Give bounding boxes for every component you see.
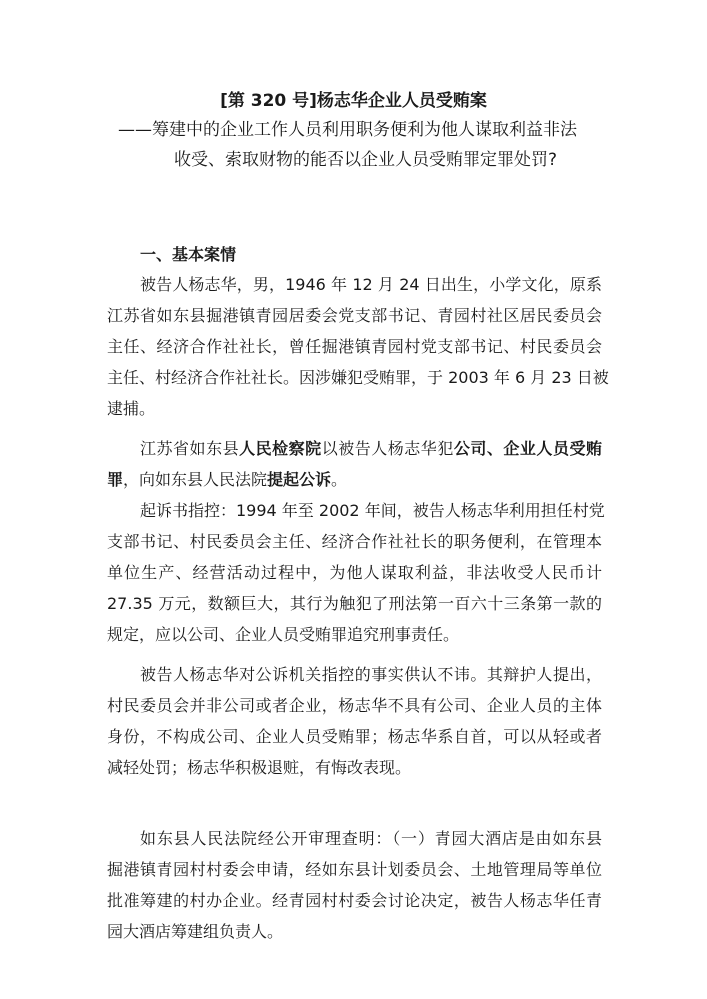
paragraph-line: 村民委员会并非公司或者企业，杨志华不具有公司、企业人员的主体: [107, 696, 602, 715]
paragraph-prosecution: [107, 433, 602, 495]
text-run: 以被告人杨志华犯: [321, 439, 454, 458]
paragraph-line: 被告人杨志华对公诉机关指控的事实供认不讳。其辩护人提出，: [140, 665, 602, 684]
paragraph-line: 主任、经济合作社社长，曾任掘港镇青园村党支部书记、村民委员会: [107, 337, 602, 356]
paragraph-line: 园大酒店筹建组负责人。: [107, 922, 284, 941]
paragraph-line: [107, 464, 602, 495]
text-run: 江苏省如东县: [140, 439, 240, 458]
bold-term: 人民检察院: [239, 439, 322, 458]
paragraph-line: 27.35 万元，数额巨大，其行为触犯了刑法第一百六十三条第一款的: [107, 594, 602, 613]
paragraph-line: 单位生产、经营活动过程中，为他人谋取利益，非法收受人民币计: [107, 563, 602, 582]
paragraph-indictment: [107, 495, 605, 650]
paragraph-line: 江苏省如东县掘港镇青园居委会党支部书记、青园村社区居民委员会: [107, 306, 602, 325]
bold-term: 提起公诉: [267, 470, 332, 489]
case-title: [第 320 号]杨志华企业人员受贿案: [220, 91, 487, 111]
paragraph-line: 掘港镇青园村村委会申请，经如东县计划委员会、土地管理局等单位: [107, 860, 602, 879]
text-run: ，向如东县人民法院: [123, 470, 268, 489]
paragraph-line: 主任、村经济合作社社长。因涉嫌犯受贿罪，于 2003 年 6 月 23 日被: [107, 368, 609, 387]
paragraph-defense: [107, 659, 602, 783]
section-heading: 一、基本案情: [140, 245, 237, 264]
paragraph-line: 规定，应以公司、企业人员受贿罪追究刑事责任。: [107, 625, 460, 644]
paragraph-line: 起诉书指控：1994 年至 2002 年间，被告人杨志华利用担任村党: [140, 501, 605, 520]
case-subtitle-line-1: ——筹建中的企业工作人员利用职务便利为他人谋取利益非法: [118, 120, 577, 140]
paragraph-line: 如东县人民法院经公开审理查明：（一）青园大酒店是由如东县: [140, 829, 602, 848]
paragraph-line: 被告人杨志华，男，1946 年 12 月 24 日出生，小学文化，原系: [140, 275, 602, 294]
paragraph-defendant-info: [107, 269, 609, 424]
bold-term: 罪: [107, 470, 124, 489]
paragraph-line: 支部书记、村民委员会主任、经济合作社社长的职务便利，在管理本: [107, 532, 602, 551]
case-subtitle-line-2: 收受、索取财物的能否以企业人员受贿罪定罪处罚?: [174, 150, 558, 170]
paragraph-line: 逮捕。: [107, 399, 156, 418]
paragraph-line: 批准筹建的村办企业。经青园村村委会讨论决定，被告人杨志华任青: [107, 891, 602, 910]
bold-term: 公司、企业人员受贿: [453, 439, 602, 458]
paragraph-line: 减轻处罚；杨志华积极退赃，有悔改表现。: [107, 758, 412, 777]
paragraph-line: [107, 433, 602, 464]
paragraph-court-findings: [107, 823, 602, 947]
paragraph-line: 身份，不构成公司、企业人员受贿罪；杨志华系自首，可以从轻或者: [107, 727, 602, 746]
text-run: 。: [331, 470, 348, 489]
